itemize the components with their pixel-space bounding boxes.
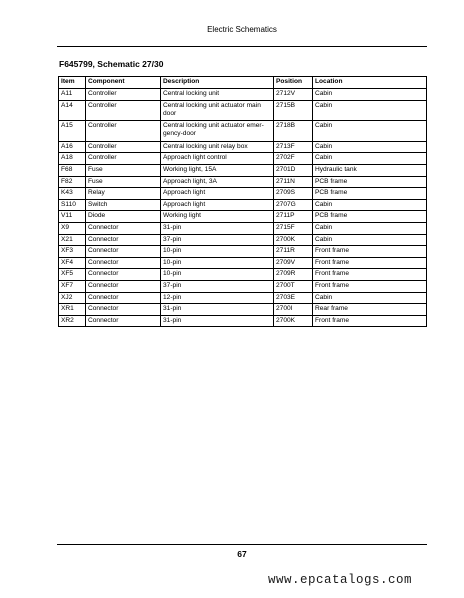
cell-component: Fuse <box>86 176 161 188</box>
header-divider <box>57 46 427 47</box>
table-row <box>59 269 427 281</box>
cell-location: PCB frame <box>313 176 427 188</box>
cell-position: 2703E <box>274 292 313 304</box>
table-row <box>59 257 427 269</box>
cell-item: X9 <box>59 222 86 234</box>
cell-item: X21 <box>59 234 86 246</box>
cell-component: Connector <box>86 257 161 269</box>
cell-location: Cabin <box>313 222 427 234</box>
cell-position: 2711N <box>274 176 313 188</box>
cell-position: 2700I <box>274 304 313 316</box>
cell-position: 2709R <box>274 269 313 281</box>
cell-position: 2700K <box>274 234 313 246</box>
cell-item: S110 <box>59 199 86 211</box>
footer-divider <box>57 544 427 545</box>
page-number: 67 <box>237 549 247 559</box>
cell-description: 10-pin <box>161 257 274 269</box>
table-row <box>59 141 427 153</box>
table-header-row <box>59 77 427 89</box>
cell-component: Fuse <box>86 164 161 176</box>
cell-location: Front frame <box>313 257 427 269</box>
cell-component: Connector <box>86 269 161 281</box>
cell-description: 31-pin <box>161 222 274 234</box>
cell-description: 10-pin <box>161 269 274 281</box>
cell-location: Hydraulic tank <box>313 164 427 176</box>
cell-component: Controller <box>86 121 161 142</box>
cell-description: Central locking unit <box>161 89 274 101</box>
table-row <box>59 153 427 165</box>
cell-component: Connector <box>86 315 161 327</box>
column-header-description: Description <box>161 77 274 89</box>
table-row <box>59 100 427 121</box>
cell-location: Cabin <box>313 89 427 101</box>
cell-position: 2715F <box>274 222 313 234</box>
component-table <box>58 76 427 327</box>
cell-description: Central locking unit relay box <box>161 141 274 153</box>
cell-description: Working light <box>161 211 274 223</box>
cell-location: Front frame <box>313 246 427 258</box>
cell-position: 2701D <box>274 164 313 176</box>
column-header-item: Item <box>59 77 86 89</box>
table-row <box>59 176 427 188</box>
cell-component: Diode <box>86 211 161 223</box>
cell-position: 2702F <box>274 153 313 165</box>
cell-component: Controller <box>86 89 161 101</box>
cell-position: 2718B <box>274 121 313 142</box>
cell-component: Controller <box>86 153 161 165</box>
cell-location: Cabin <box>313 153 427 165</box>
cell-position: 2712V <box>274 89 313 101</box>
page-header-title: Electric Schematics <box>207 25 277 34</box>
cell-position: 2713F <box>274 141 313 153</box>
cell-position: 2700K <box>274 315 313 327</box>
cell-location: Rear frame <box>313 304 427 316</box>
column-header-component: Component <box>86 77 161 89</box>
table-row <box>59 199 427 211</box>
cell-description: Approach light, 3A <box>161 176 274 188</box>
cell-item: A14 <box>59 100 86 121</box>
cell-description: 31-pin <box>161 304 274 316</box>
cell-item: XF5 <box>59 269 86 281</box>
cell-location: Front frame <box>313 280 427 292</box>
cell-description: Working light, 15A <box>161 164 274 176</box>
column-header-position: Position <box>274 77 313 89</box>
cell-description: Approach light <box>161 199 274 211</box>
watermark: www.epcatalogs.com <box>267 573 412 587</box>
cell-location: Cabin <box>313 292 427 304</box>
cell-item: XR1 <box>59 304 86 316</box>
cell-item: F68 <box>59 164 86 176</box>
cell-position: 2700T <box>274 280 313 292</box>
table-row <box>59 304 427 316</box>
cell-item: XJ2 <box>59 292 86 304</box>
cell-item: XF7 <box>59 280 86 292</box>
cell-position: 2709V <box>274 257 313 269</box>
cell-item: F82 <box>59 176 86 188</box>
cell-position: 2715B <box>274 100 313 121</box>
table-row <box>59 89 427 101</box>
cell-location: Cabin <box>313 100 427 121</box>
cell-location: PCB frame <box>313 188 427 200</box>
table-body <box>59 89 427 327</box>
table-row <box>59 292 427 304</box>
cell-location: Cabin <box>313 121 427 142</box>
cell-component: Controller <box>86 100 161 121</box>
cell-component: Connector <box>86 304 161 316</box>
cell-description: Central locking unit actuator main door <box>161 100 274 121</box>
cell-description: 12-pin <box>161 292 274 304</box>
cell-component: Connector <box>86 246 161 258</box>
cell-location: Front frame <box>313 315 427 327</box>
cell-location: Cabin <box>313 199 427 211</box>
table-row <box>59 211 427 223</box>
table-row <box>59 121 427 142</box>
cell-description: 10-pin <box>161 246 274 258</box>
cell-item: XF4 <box>59 257 86 269</box>
cell-item: V11 <box>59 211 86 223</box>
cell-item: A18 <box>59 153 86 165</box>
cell-position: 2707G <box>274 199 313 211</box>
table-row <box>59 188 427 200</box>
section-title: F645799, Schematic 27/30 <box>59 59 164 69</box>
cell-position: 2709S <box>274 188 313 200</box>
cell-item: XF3 <box>59 246 86 258</box>
cell-item: A15 <box>59 121 86 142</box>
cell-location: Cabin <box>313 234 427 246</box>
table-row <box>59 164 427 176</box>
cell-description: Central locking unit actuator emer-gency-door <box>161 121 274 142</box>
table-row <box>59 222 427 234</box>
cell-item: XR2 <box>59 315 86 327</box>
table-row <box>59 280 427 292</box>
cell-position: 2711R <box>274 246 313 258</box>
cell-component: Connector <box>86 292 161 304</box>
cell-description: 31-pin <box>161 315 274 327</box>
cell-description: 37-pin <box>161 280 274 292</box>
cell-position: 2711P <box>274 211 313 223</box>
cell-item: A11 <box>59 89 86 101</box>
cell-component: Connector <box>86 280 161 292</box>
column-header-location: Location <box>313 77 427 89</box>
cell-location: Front frame <box>313 269 427 281</box>
cell-item: K43 <box>59 188 86 200</box>
cell-location: Cabin <box>313 141 427 153</box>
table-row <box>59 234 427 246</box>
cell-component: Connector <box>86 222 161 234</box>
cell-description: 37-pin <box>161 234 274 246</box>
cell-component: Relay <box>86 188 161 200</box>
cell-description: Approach light control <box>161 153 274 165</box>
cell-description: Approach light <box>161 188 274 200</box>
cell-component: Controller <box>86 141 161 153</box>
table-row <box>59 315 427 327</box>
table-row <box>59 246 427 258</box>
cell-location: PCB frame <box>313 211 427 223</box>
cell-item: A16 <box>59 141 86 153</box>
cell-component: Switch <box>86 199 161 211</box>
cell-component: Connector <box>86 234 161 246</box>
